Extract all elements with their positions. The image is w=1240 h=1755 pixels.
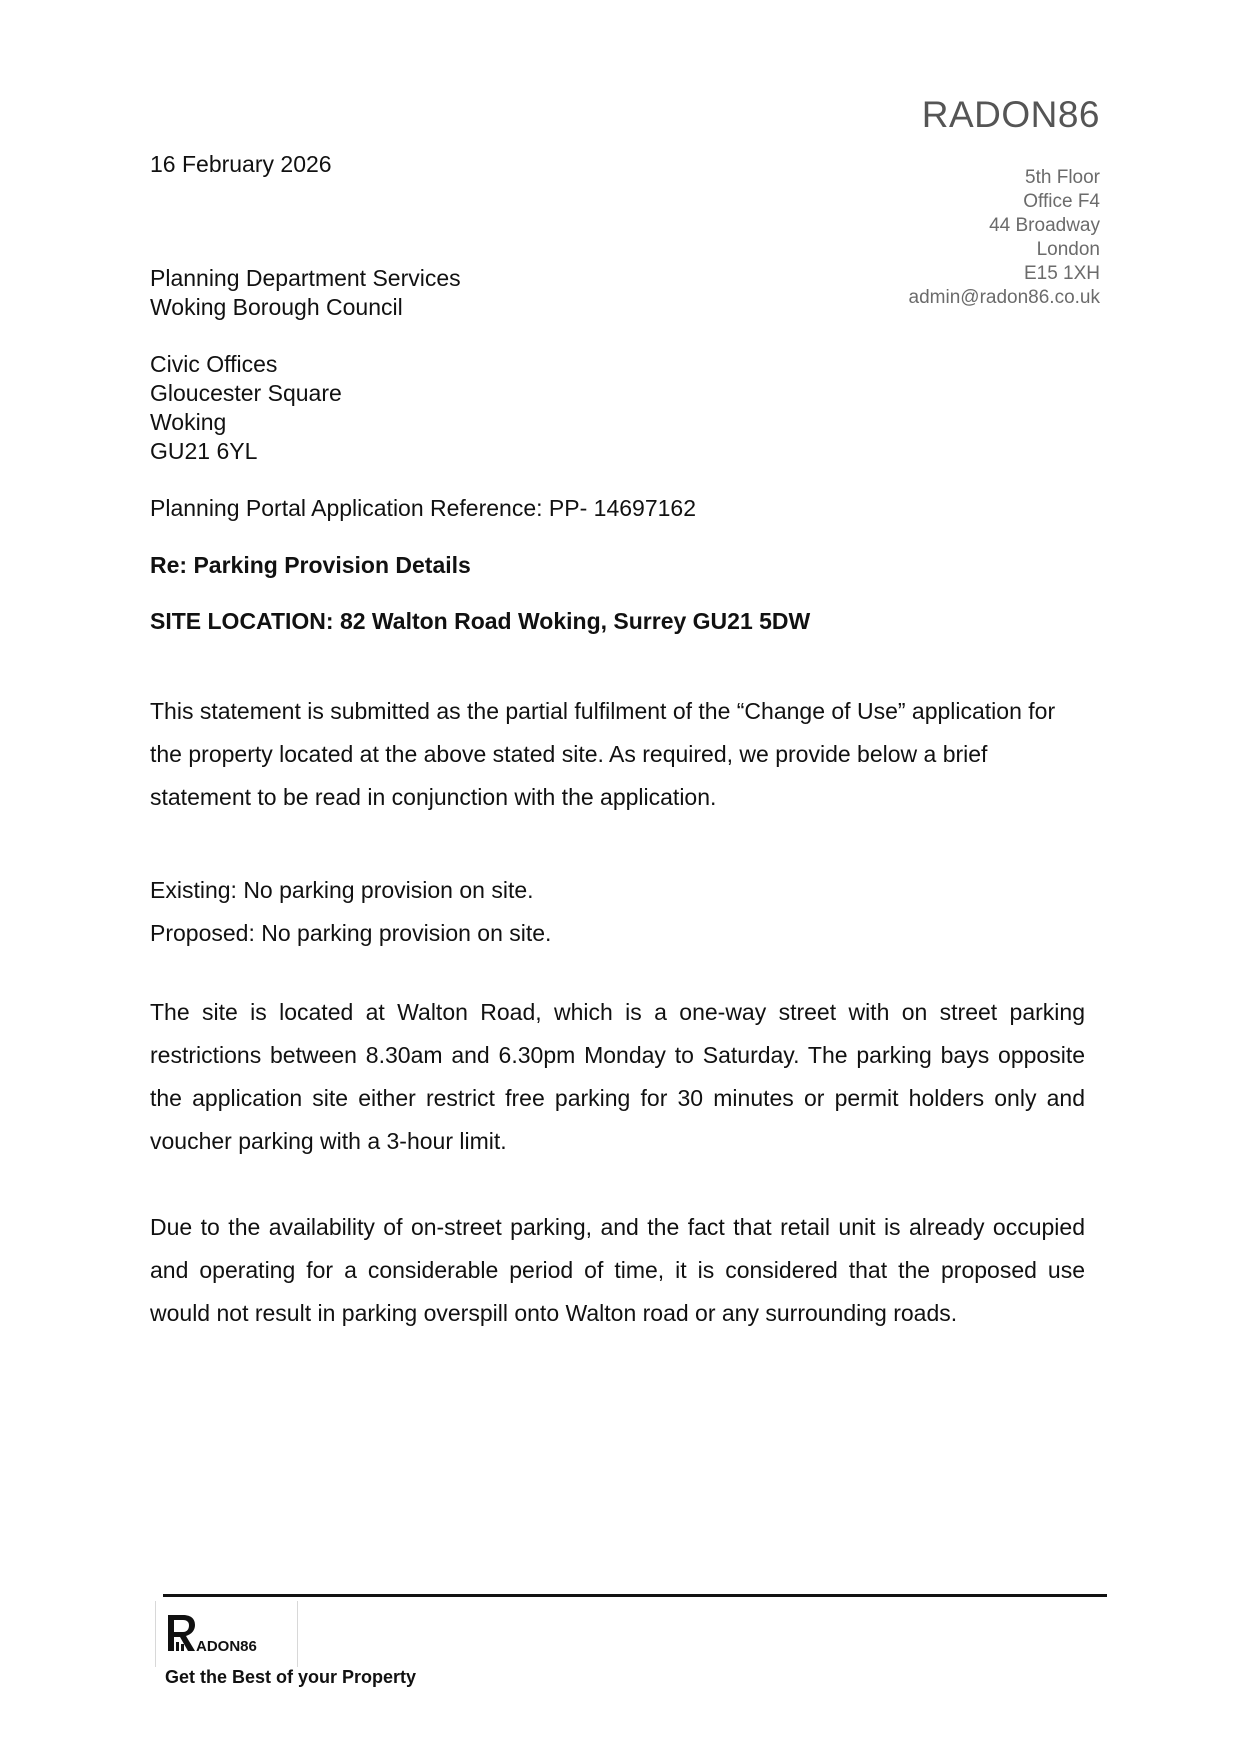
recipient-line: Planning Department Services xyxy=(150,265,461,291)
footer-divider xyxy=(163,1594,1107,1597)
recipient-address-line: Gloucester Square xyxy=(150,380,342,406)
body-paragraph-site: The site is located at Walton Road, which is a one-way street with on street parking restrictions between 8.30am and 6.30pm Monday to Saturday. The parking bays opposite the application site either restrict free parking for 30 minutes or permit holders only and voucher parking with a 3-hour limit. xyxy=(150,999,1085,1154)
body-paragraph-intro: This statement is submitted as the partial fulfilment of the “Change of Use” application for the property located at the above stated site. As required, we provide below a brief statement to be read in conjunction with the application. xyxy=(150,698,1056,810)
existing-provision: Existing: No parking provision on site. xyxy=(150,877,534,903)
radon86-logo-icon xyxy=(156,1601,297,1667)
recipient-address-line: Civic Offices xyxy=(150,351,278,377)
proposed-provision: Proposed: No parking provision on site. xyxy=(150,920,552,946)
sender-address-line: 44 Broadway xyxy=(989,215,1100,236)
footer-tagline: Get the Best of your Property xyxy=(165,1667,417,1687)
site-location-heading: SITE LOCATION: 82 Walton Road Woking, Surrey GU21 5DW xyxy=(150,608,811,634)
logo-wordmark: ADON86 xyxy=(196,1638,257,1655)
application-reference: Planning Portal Application Reference: PP- 14697162 xyxy=(150,495,696,521)
recipient-line: Woking Borough Council xyxy=(150,294,403,320)
recipient-address-line: GU21 6YL xyxy=(150,438,258,464)
parking-provision-summary xyxy=(150,869,551,955)
sender-address-line: Office F4 xyxy=(1023,191,1100,212)
sender-address-line: 5th Floor xyxy=(1025,167,1100,188)
sender-address-line: E15 1XH xyxy=(1023,263,1100,284)
company-name: RADON86 xyxy=(921,94,1100,135)
letter-date: 16 February 2026 xyxy=(150,151,332,177)
company-logo xyxy=(155,1601,298,1667)
sender-email: admin@radon86.co.uk xyxy=(908,287,1100,308)
recipient-address xyxy=(150,350,342,466)
sender-address xyxy=(909,166,1100,310)
body-paragraph-conclusion: Due to the availability of on-street parking, and the fact that retail unit is already occupied and operating for a considerable period of time, it is considered that the proposed use would not result in parking overspill onto Walton road or any surrounding roads. xyxy=(150,1214,1085,1326)
recipient-block xyxy=(150,264,461,322)
subject-heading: Re: Parking Provision Details xyxy=(150,552,471,578)
recipient-address-line: Woking xyxy=(150,409,227,435)
sender-address-line: London xyxy=(1036,239,1100,260)
